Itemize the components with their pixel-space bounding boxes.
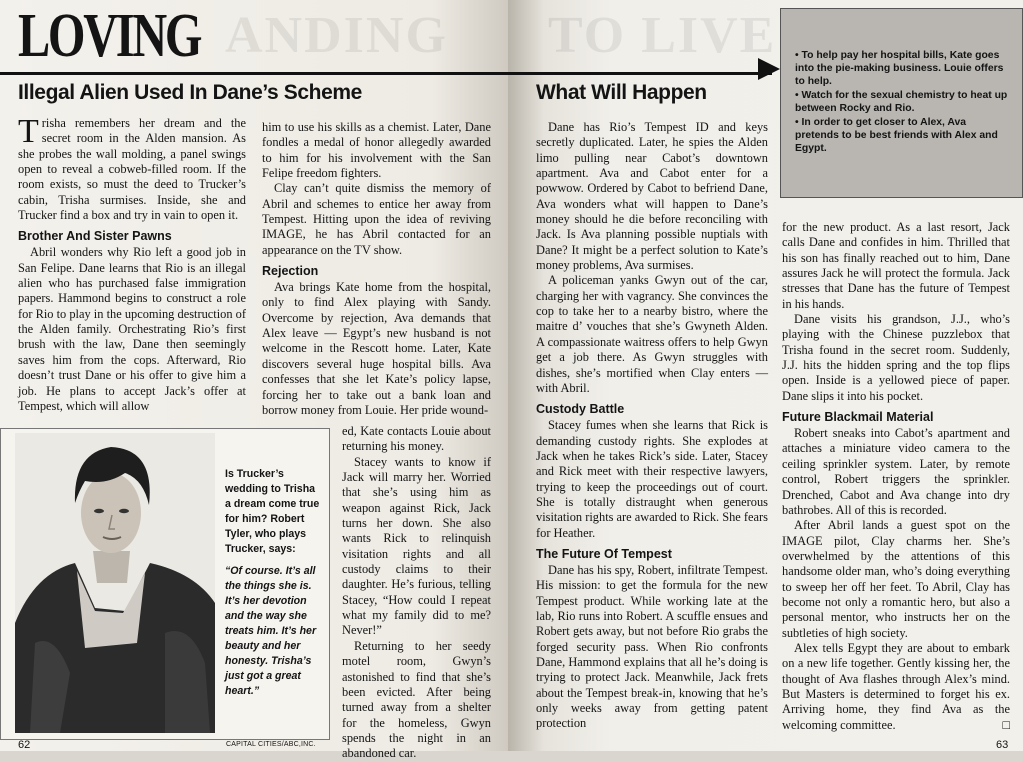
paragraph: Robert sneaks into Cabot’s apartment and attaches a miniature video camera to the ceiling sprinkler system. Later, by remote control, Robert triggers the sprinkler. Drenched, Cabot and Ava change into dry bathrobes. All of this is recorded. bbox=[782, 426, 1010, 517]
photo-caption bbox=[225, 467, 323, 699]
show-through-text: TO LIVE bbox=[548, 7, 777, 64]
subheading-future-of-tempest: The Future Of Tempest bbox=[536, 546, 672, 561]
paragraph: Dane visits his grandson, J.J., who’s playing with the Chinese puzzlebox that Trisha found in the secret room. Suddenly, J.J. hits the hidden spring and the top flips open. Inside is a yellowed piece of paper. Dane slips it into his pocket. bbox=[782, 312, 1010, 403]
paragraph: A policeman yanks Gwyn out of the car, charging her with vagrancy. She convinces the cop to take her to a nearby bistro, where the maitre d’ vouches that she’s Gwyneth Alden. A compassionate waitress offers to help Gwyn get a job there. As Gwyn struggles with dishes, she’s mortified when Clay enters — with Abril. bbox=[536, 273, 768, 395]
subheading-rejection: Rejection bbox=[262, 264, 319, 279]
paragraph: Stacey fumes when she learns that Rick is demanding custody rights. She explodes at Jack when he takes Rick’s side. Later, Stacey and Rick meet with their respective lawyers, trying to keep the proceedings out of court. She is totally distraught when generous visitation rights are awarded to Rick. She fears for Heather. bbox=[536, 418, 768, 540]
page-number-right: 63 bbox=[996, 739, 1009, 751]
header-rule bbox=[0, 72, 508, 75]
section-logo: LOVING bbox=[18, 2, 201, 70]
caption-question: Is Trucker’s wedding to Trisha a dream come true for him? Robert Tyler, who plays Trucker, says: bbox=[225, 468, 320, 556]
subheading-brother-sister: Brother And Sister Pawns bbox=[18, 229, 172, 244]
photo-sidebar bbox=[0, 428, 330, 740]
intro-paragraph: Trisha remembers her dream and the secret room in the Alden mansion. As she probes the wall molding, a panel swings open to reveal a cobweb-filled room. If the room exists, so must the deed to Trucker’s cabin, Trisha surmises. Inside, she and Trucker find a box and try in vain to open it. bbox=[18, 113, 246, 223]
callout-item: • In order to get closer to Alex, Ava pretends to be best friends with Alex and Egypt. bbox=[795, 117, 998, 154]
paragraph: Returning to her seedy motel room, Gwyn’s astonished to find that she’s been evicted. After being turned away from a shelter for the homeless, Gwyn spends the night in an abandoned car. bbox=[342, 638, 491, 761]
paragraph: Dane has Rio’s Tempest ID and keys secretly duplicated. Later, he spies the Alden limo pulling near Cabot’s downtown apartment. Ava and Cabot enter for a powwow. Ordered by Cabot to befriend Dane, Ava wonders what will happen to Dane’s money should he die before reconciling with Jack. Is Ava planning possible nuptials with Dane? It might be a perfect solution to Kate’s money problems, Ava surmises. bbox=[536, 120, 768, 273]
end-mark: □ bbox=[1002, 717, 1010, 732]
left-page bbox=[0, 0, 508, 761]
article-headline: Illegal Alien Used In Dane’s Scheme bbox=[18, 81, 362, 104]
paragraph: for the new product. As a last resort, Jack calls Dane and confides in him. Thrilled that his son has finally reached out to him, Dane assures Jack he will protect the formula. Jack stresses that Dane has the future of Tempest in his hands. bbox=[782, 220, 1010, 311]
paragraph: Abril wonders why Rio left a good job in San Felipe. Dane learns that Rio is an illegal alien who has purchased false immigration papers. Hammond begins to construct a role for Rio to play in the upcoming destruction of the Alden family. Orchestrating Rio’s first brush with the law, Dane then seemingly saves him from the cops. Afterward, Rio doesn’t trust Dane or his offer to give him a job. He plans to accept Jack’s offer at Tempest, which will allow bbox=[18, 245, 246, 413]
right-column-2 bbox=[782, 220, 1010, 733]
paragraph: Dane has his spy, Robert, infiltrate Tempest. His mission: to get the formula for the new Tempest product. While working late at the lab, Rio runs into Robert. A scuffle ensues and Robert gets away, but not before Rio grabs the forged security pass. When Rio confronts Dane, Hammond explains that all he’s doing is trying to protect Jack. Meanwhile, Jack frets about the Tempest break-in, knowing that he’s only weeks away from getting patent protection bbox=[536, 562, 768, 731]
what-will-happen-box bbox=[780, 8, 1023, 198]
actor-photo bbox=[15, 433, 215, 733]
paragraph: him to use his skills as a chemist. Later, Dane fondles a medal of honor allegedly awarded to him for his involvement with the San Felipe freedom fighters. bbox=[262, 120, 491, 181]
paragraph: Ava brings Kate home from the hospital, only to find Alex playing with Sandy. Overcome by rejection, Ava demands that Alex leave — Egypt’s new husband is not welcome in the Rescott home. Later, Kate discovers several huge hospital bills. Ava confesses that she let Kate’s policy lapse, forcing her to take out a bank loan and borrow money from Louie. Her pride wound- bbox=[262, 280, 491, 417]
paragraph: ed, Kate contacts Louie about returning his money. bbox=[342, 424, 491, 454]
photo-credit: CAPITAL CITIES/ABC,INC. bbox=[226, 741, 316, 748]
right-column-1 bbox=[536, 120, 768, 732]
article-headline: What Will Happen bbox=[536, 81, 707, 104]
callout-item: • Watch for the sexual chemistry to heat up between Rocky and Rio. bbox=[795, 90, 1008, 114]
callout-item: • To help pay her hospital bills, Kate goes into the pie-making business. Louie offers to help. bbox=[795, 50, 1004, 87]
page-number-left: 62 bbox=[18, 739, 31, 751]
paragraph: Clay can’t quite dismiss the memory of Abril and schemes to entice her away from Tempest. Hitting upon the idea of reviving IMAGE, he has Abril contacted for an appearance on the TV show. bbox=[262, 181, 491, 257]
subheading-custody-battle: Custody Battle bbox=[536, 402, 625, 417]
subheading-future-blackmail: Future Blackmail Material bbox=[782, 410, 934, 425]
paragraph: Stacey wants to know if Jack will marry her. Worried that she’s using him as weapon against Rick, Jack turns her down. She also wants Rick to relinquish visitation rights and all custody claims to their daughter. He’s furious, telling Stacey, “How could I repeat what my family did to me? Never!” bbox=[342, 454, 491, 638]
header-rule bbox=[508, 72, 772, 75]
drop-cap: T bbox=[18, 113, 39, 150]
paragraph: Alex tells Egypt they are about to embark on a new life together. Gently kissing her, the thought of Ava flashes through Alex’s mind. But Masters is determined to forget his ex. Arriving home, they find Ava as the welcoming committee. □ bbox=[782, 640, 1010, 732]
right-page bbox=[508, 0, 1023, 751]
paragraph: After Abril lands a guest spot on the IMAGE pilot, Clay charms her. She’s overwhelmed by the attentions of this handsome older man, who’s doing everything to sweep her off her feet. To Abril, Clay has become not only a romantic hero, but also a personal mentor, who instructs her on the subtleties of high society. bbox=[782, 518, 1010, 640]
left-column-2-continued bbox=[342, 424, 491, 762]
left-column-2 bbox=[262, 120, 491, 418]
caption-quote: “Of course. It’s all the things she is. It’s her devotion and the way she treats him. It’s her beauty and her honesty. Trisha’s just got a great heart.” bbox=[225, 564, 317, 698]
left-column-1 bbox=[18, 113, 246, 414]
actor-portrait-image bbox=[15, 433, 215, 733]
show-through-text: ANDING bbox=[225, 7, 448, 64]
arrow-right-icon bbox=[758, 58, 780, 80]
